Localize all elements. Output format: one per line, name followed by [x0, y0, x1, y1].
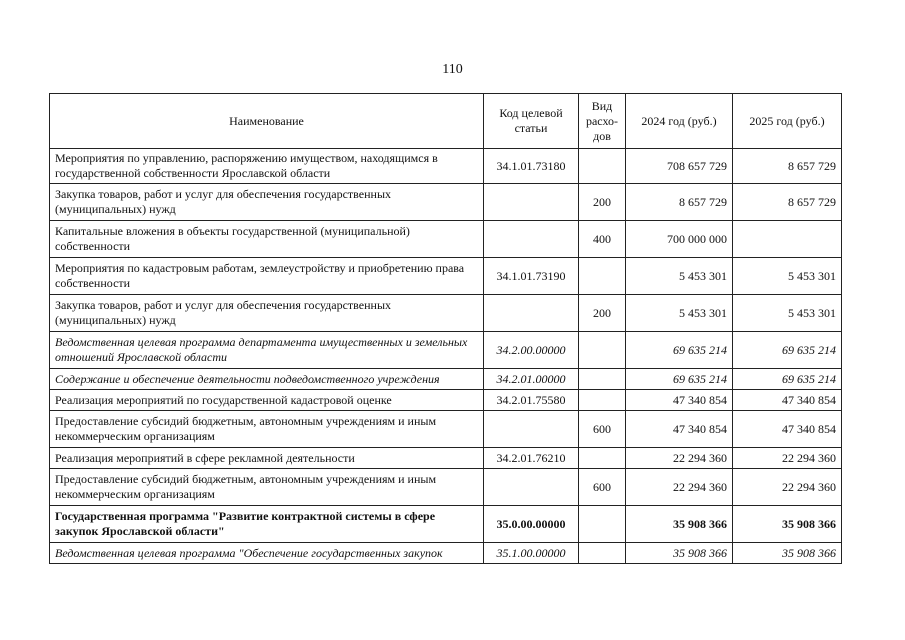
cell-type	[579, 390, 626, 411]
cell-y2025: 5 453 301	[733, 258, 842, 295]
cell-code	[484, 221, 579, 258]
cell-name: Содержание и обеспечение деятельности подведомственного учреждения	[50, 369, 484, 390]
cell-y2024: 69 635 214	[626, 332, 733, 369]
cell-y2024: 5 453 301	[626, 258, 733, 295]
table-row	[50, 469, 842, 506]
header-name: Наименование	[50, 94, 484, 149]
cell-name: Предоставление субсидий бюджетным, автономным учреждениям и иным некоммерческим организациям	[50, 411, 484, 448]
table-row	[50, 184, 842, 221]
cell-y2025: 35 908 366	[733, 543, 842, 564]
cell-name: Мероприятия по управлению, распоряжению имуществом, находящимся в государственной собственности Ярославской области	[50, 149, 484, 184]
cell-y2025	[733, 221, 842, 258]
header-2025: 2025 год (руб.)	[733, 94, 842, 149]
cell-name: Капитальные вложения в объекты государственной (муниципальной) собственности	[50, 221, 484, 258]
table-row	[50, 390, 842, 411]
cell-code: 34.2.01.76210	[484, 448, 579, 469]
table-row	[50, 149, 842, 184]
cell-type	[579, 543, 626, 564]
cell-type	[579, 448, 626, 469]
cell-y2024: 22 294 360	[626, 469, 733, 506]
cell-y2024: 47 340 854	[626, 390, 733, 411]
cell-name: Мероприятия по кадастровым работам, землеустройству и приобретению права собственности	[50, 258, 484, 295]
cell-y2025: 22 294 360	[733, 469, 842, 506]
cell-y2025: 8 657 729	[733, 149, 842, 184]
table-row	[50, 295, 842, 332]
cell-name: Закупка товаров, работ и услуг для обеспечения государственных (муниципальных) нужд	[50, 295, 484, 332]
cell-name: Предоставление субсидий бюджетным, автономным учреждениям и иным некоммерческим организациям	[50, 469, 484, 506]
cell-type: 200	[579, 184, 626, 221]
table-row	[50, 221, 842, 258]
cell-code	[484, 184, 579, 221]
cell-code: 35.0.00.00000	[484, 506, 579, 543]
cell-y2025: 35 908 366	[733, 506, 842, 543]
table-row	[50, 332, 842, 369]
header-type: Вид расхо-дов	[579, 94, 626, 149]
cell-type	[579, 506, 626, 543]
cell-y2024: 47 340 854	[626, 411, 733, 448]
cell-y2024: 5 453 301	[626, 295, 733, 332]
header-2024: 2024 год (руб.)	[626, 94, 733, 149]
page-number: 110	[442, 62, 463, 77]
cell-code: 34.2.00.00000	[484, 332, 579, 369]
header-code: Код целевой статьи	[484, 94, 579, 149]
table-body	[50, 149, 842, 564]
cell-name: Ведомственная целевая программа "Обеспечение государственных закупок	[50, 543, 484, 564]
cell-y2024: 69 635 214	[626, 369, 733, 390]
table-row	[50, 543, 842, 564]
table-row	[50, 506, 842, 543]
cell-y2024: 8 657 729	[626, 184, 733, 221]
cell-y2024: 22 294 360	[626, 448, 733, 469]
cell-code	[484, 411, 579, 448]
cell-y2024: 35 908 366	[626, 543, 733, 564]
cell-name: Реализация мероприятий по государственной кадастровой оценке	[50, 390, 484, 411]
cell-name: Государственная программа "Развитие контрактной системы в сфере закупок Ярославской области"	[50, 506, 484, 543]
table-header-row	[50, 94, 842, 149]
cell-type: 200	[579, 295, 626, 332]
table-row	[50, 369, 842, 390]
table-row	[50, 411, 842, 448]
cell-code	[484, 469, 579, 506]
cell-name: Реализация мероприятий в сфере рекламной деятельности	[50, 448, 484, 469]
cell-type: 400	[579, 221, 626, 258]
cell-y2025: 47 340 854	[733, 390, 842, 411]
table-row	[50, 448, 842, 469]
cell-code: 34.2.01.00000	[484, 369, 579, 390]
cell-code: 34.2.01.75580	[484, 390, 579, 411]
cell-y2025: 5 453 301	[733, 295, 842, 332]
cell-type	[579, 149, 626, 184]
cell-type	[579, 332, 626, 369]
cell-y2024: 708 657 729	[626, 149, 733, 184]
cell-code: 34.1.01.73190	[484, 258, 579, 295]
cell-y2025: 69 635 214	[733, 332, 842, 369]
table-row	[50, 258, 842, 295]
cell-code: 34.1.01.73180	[484, 149, 579, 184]
cell-type	[579, 258, 626, 295]
cell-type	[579, 369, 626, 390]
cell-y2025: 8 657 729	[733, 184, 842, 221]
cell-y2024: 700 000 000	[626, 221, 733, 258]
budget-table	[49, 93, 842, 564]
cell-y2025: 22 294 360	[733, 448, 842, 469]
cell-name: Закупка товаров, работ и услуг для обеспечения государственных (муниципальных) нужд	[50, 184, 484, 221]
cell-type: 600	[579, 469, 626, 506]
cell-y2025: 47 340 854	[733, 411, 842, 448]
cell-y2025: 69 635 214	[733, 369, 842, 390]
cell-code: 35.1.00.00000	[484, 543, 579, 564]
cell-code	[484, 295, 579, 332]
cell-name: Ведомственная целевая программа департамента имущественных и земельных отношений Ярославской области	[50, 332, 484, 369]
cell-type: 600	[579, 411, 626, 448]
cell-y2024: 35 908 366	[626, 506, 733, 543]
